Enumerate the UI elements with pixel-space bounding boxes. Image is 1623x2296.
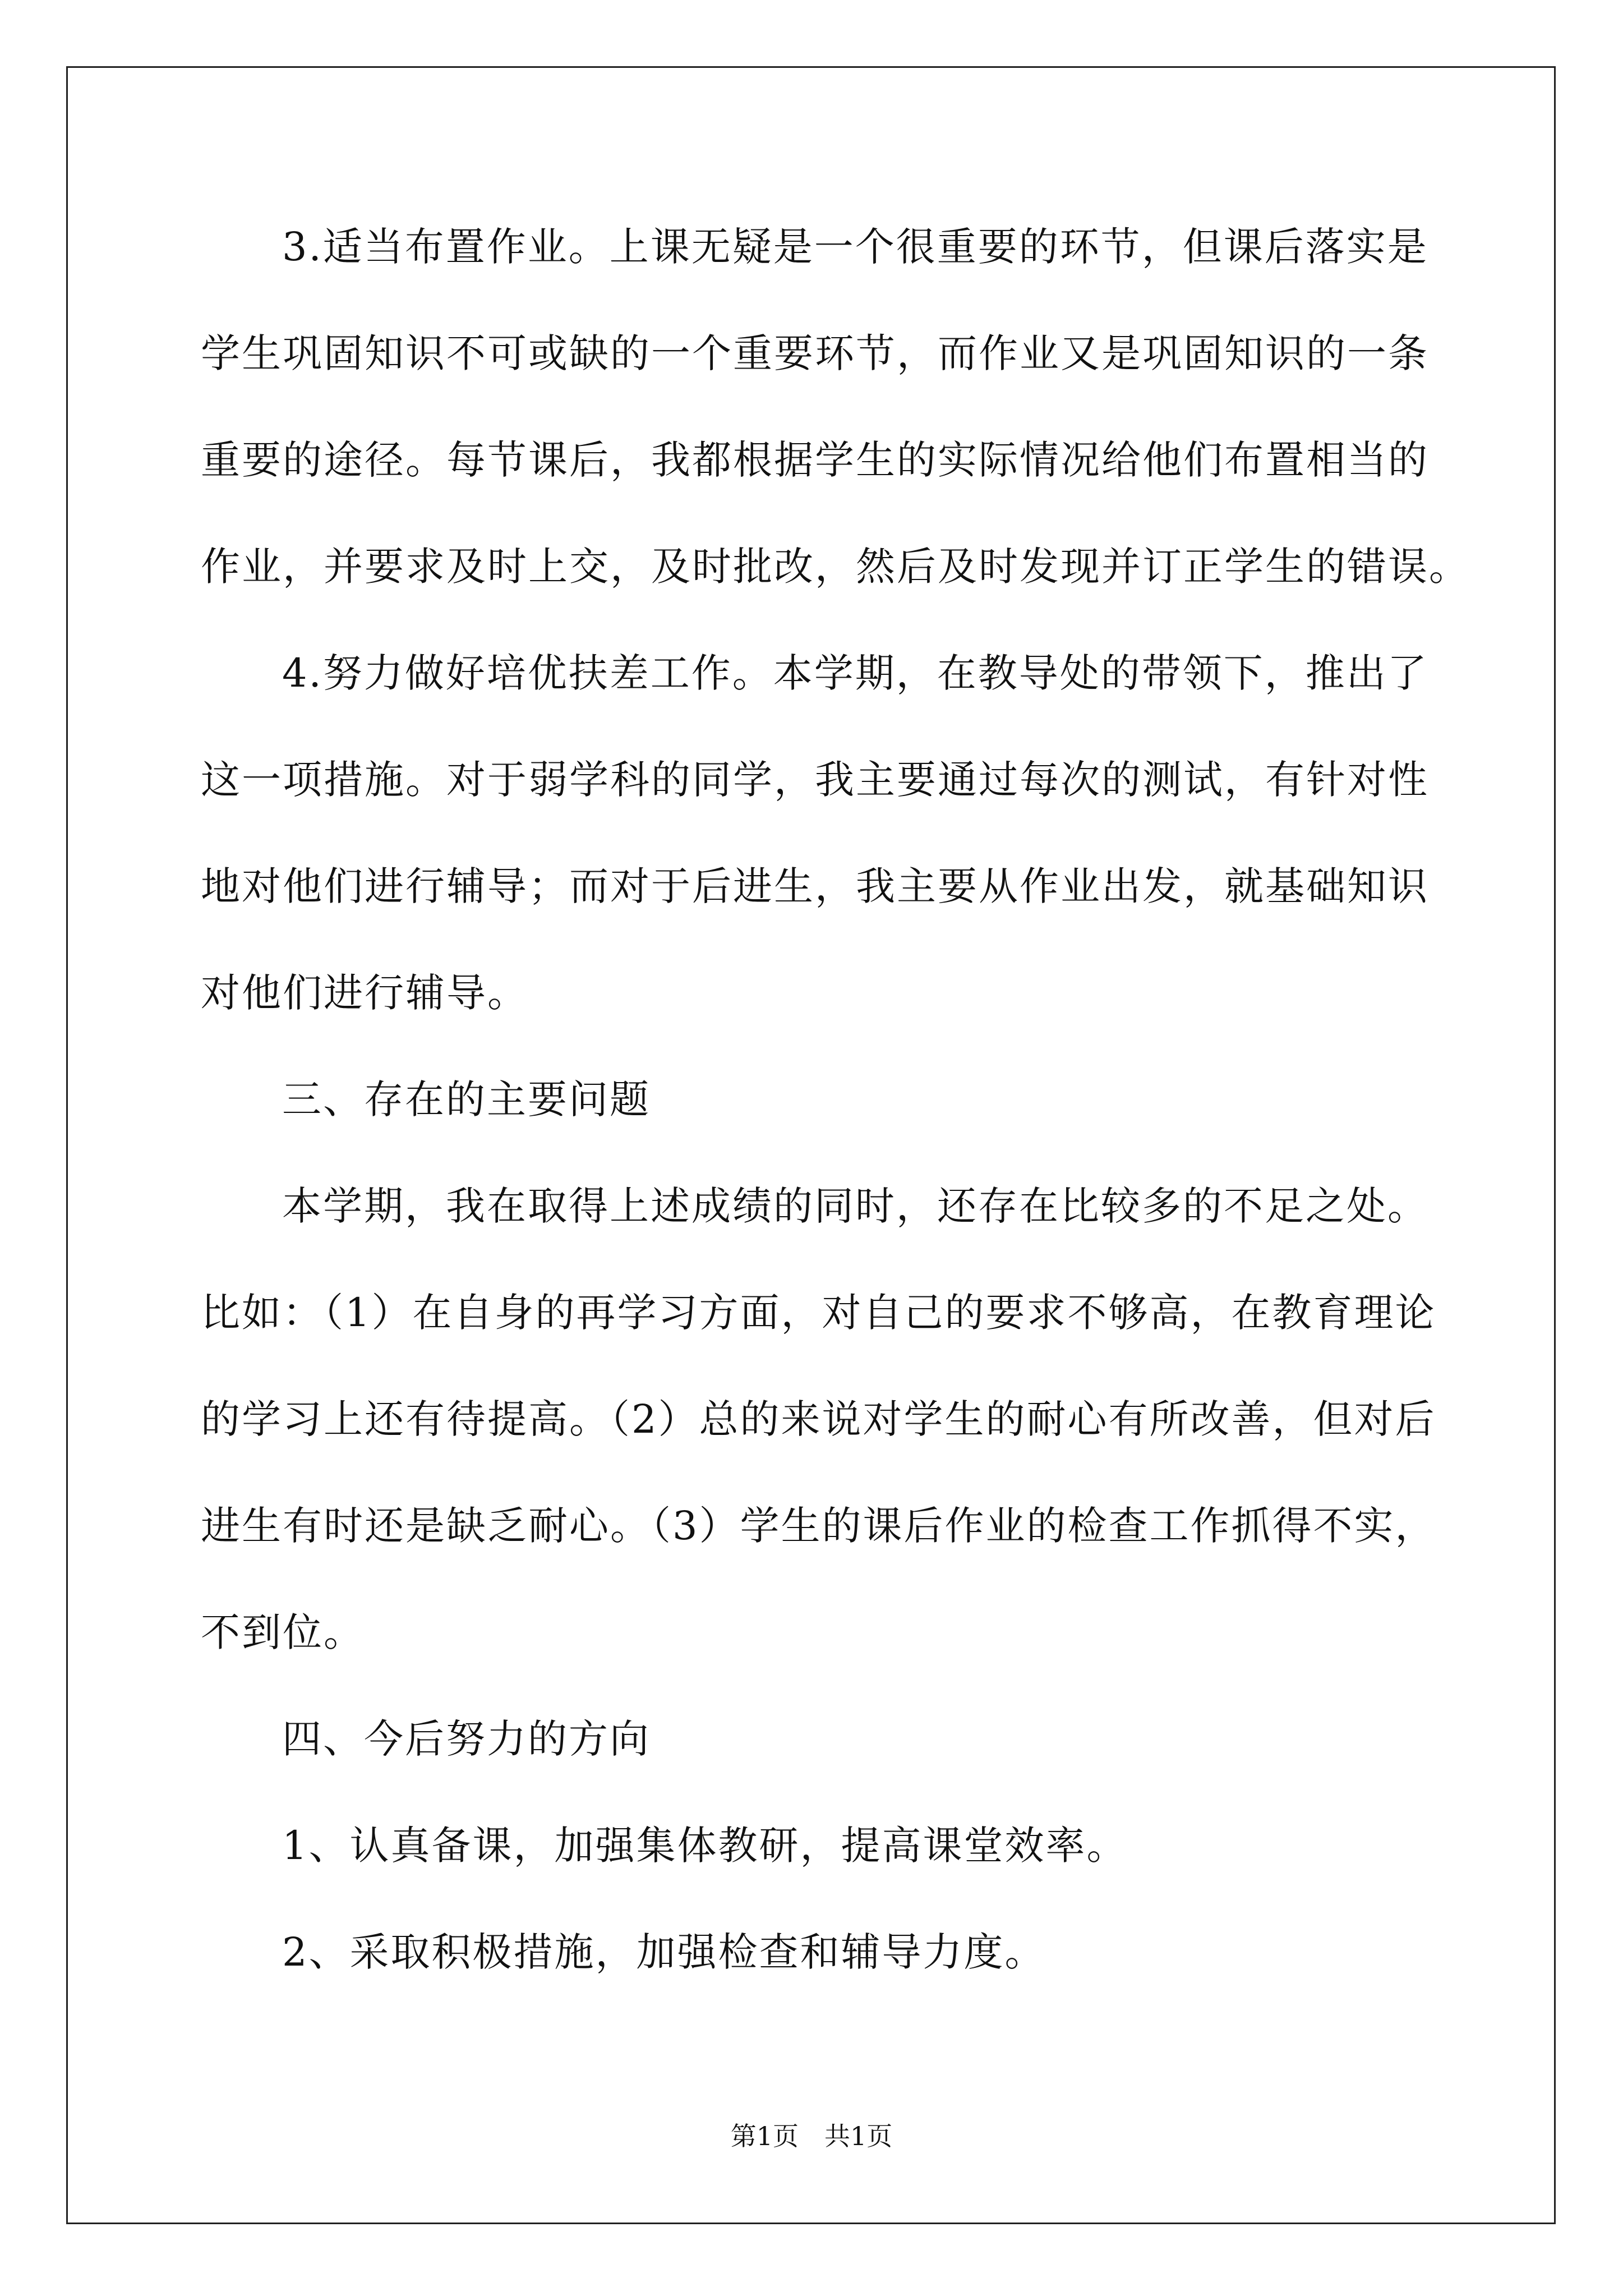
problems-line-3: 的学习上还有待提高。（2）总的来说对学生的耐心有所改善，但对后 [201,1396,1436,1442]
page-footer: 第1页 共1页 [730,2121,893,2151]
direction-item-1: 1、认真备课，加强集体教研，提高课堂效率。 [282,1823,1128,1869]
paragraph-3-line-1: 3.适当布置作业。上课无疑是一个很重要的环节，但课后落实是 [282,224,1428,270]
paragraph-3-line-3: 重要的途径。每节课后，我都根据学生的实际情况给他们布置相当的 [201,437,1429,483]
paragraph-3-line-4: 作业，并要求及时上交，及时批改，然后及时发现并订正学生的错误。 [201,544,1470,590]
problems-line-5: 不到位。 [201,1609,365,1655]
paragraph-4-line-1: 4.努力做好培优扶差工作。本学期，在教导处的带领下，推出了 [282,650,1428,696]
problems-line-1: 本学期，我在取得上述成绩的同时，还存在比较多的不足之处。 [282,1183,1428,1229]
direction-item-2: 2、采取积极措施，加强检查和辅导力度。 [282,1929,1046,1975]
paragraph-3-line-2: 学生巩固知识不可或缺的一个重要环节，而作业又是巩固知识的一条 [201,330,1429,376]
section-heading-direction: 四、今后努力的方向 [282,1716,651,1762]
paragraph-4-line-4: 对他们进行辅导。 [201,970,528,1016]
problems-line-4: 进生有时还是缺乏耐心。（3）学生的课后作业的检查工作抓得不实， [201,1503,1436,1549]
page-border [66,66,1556,2224]
paragraph-4-line-2: 这一项措施。对于弱学科的同学，我主要通过每次的测试，有针对性 [201,757,1429,803]
paragraph-4-line-3: 地对他们进行辅导；而对于后进生，我主要从作业出发，就基础知识 [201,863,1429,909]
section-heading-problems: 三、存在的主要问题 [282,1076,651,1122]
problems-line-2: 比如：（1）在自身的再学习方面，对自己的要求不够高，在教育理论 [201,1290,1436,1336]
